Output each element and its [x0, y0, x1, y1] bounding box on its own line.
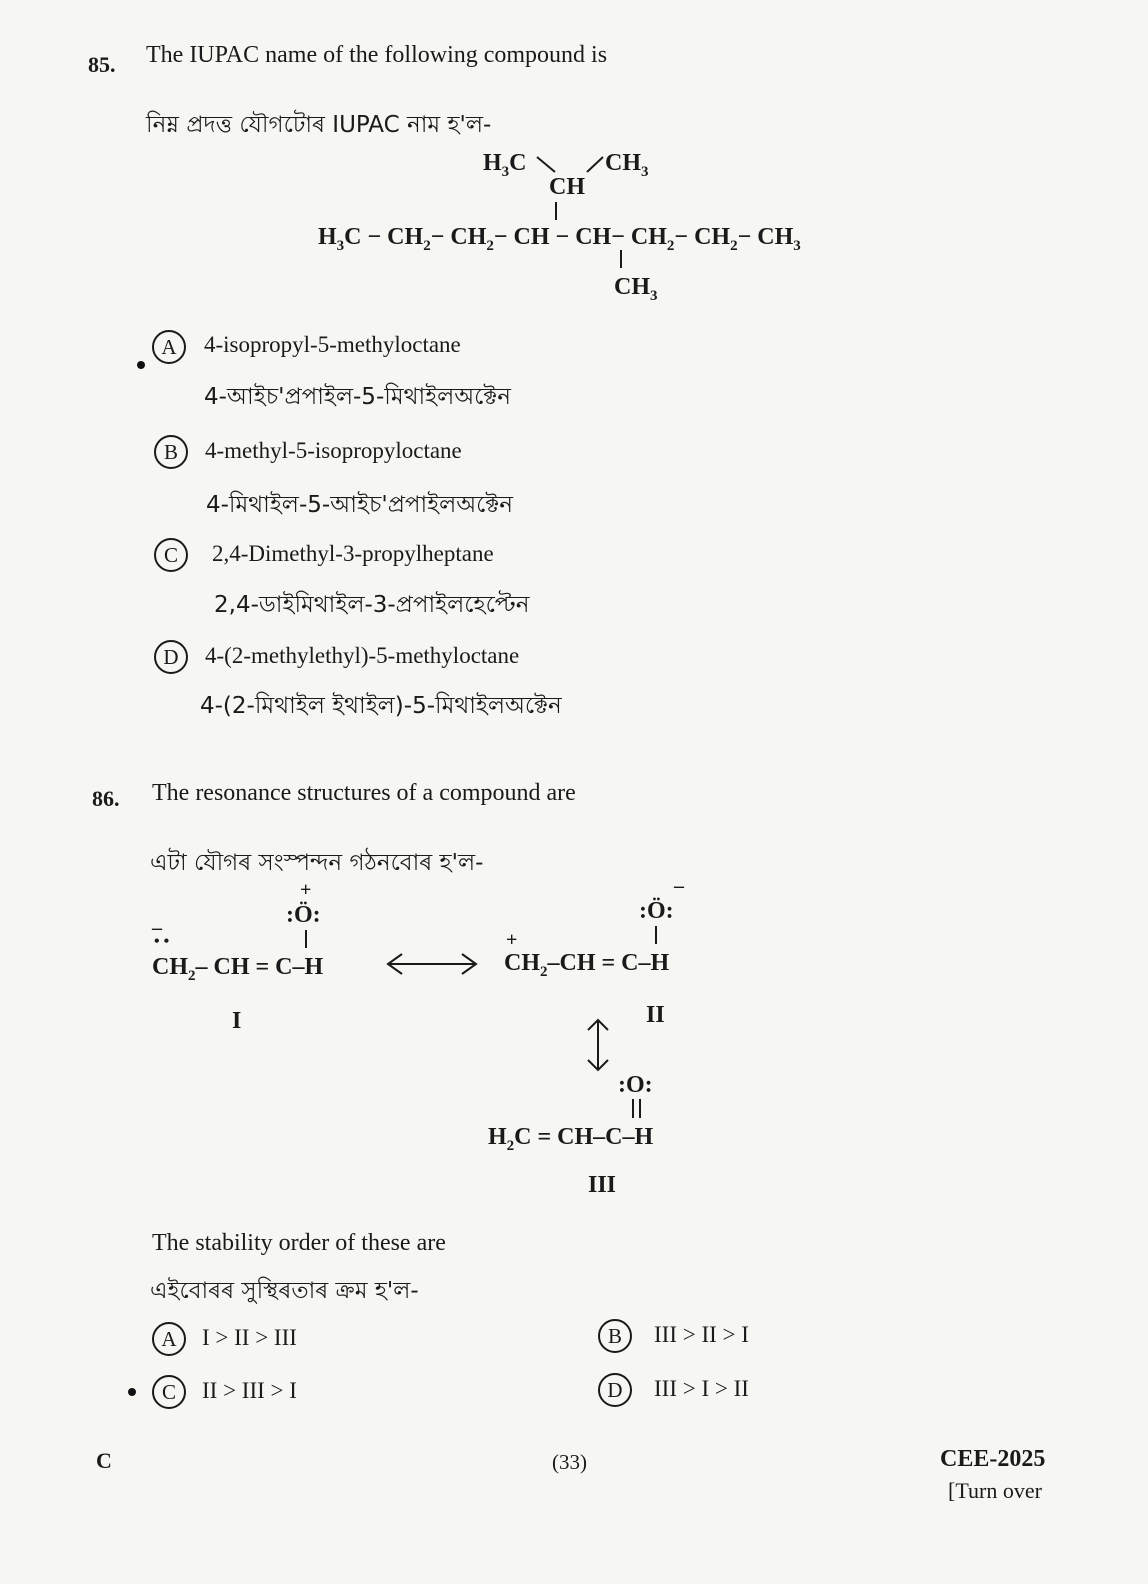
resonance-arrow-vertical: [588, 1020, 608, 1070]
resonance-structures-svg: [140, 870, 740, 1200]
option-85-a-as: 4-আইচ'প্ৰপাইল-5-মিথাইলঅক্টেন: [204, 384, 512, 410]
branch-left-h3c: $H_3C$: [483, 150, 527, 180]
option-circle-85-a[interactable]: A: [152, 330, 186, 364]
structure-1-oxygen: :Ö:: [286, 902, 321, 928]
structure-3-label: III: [588, 1172, 617, 1198]
main-chain: $H_3C - CH_2- CH_2-$ CH − $CH- CH_2- CH_2- CH_3$: [318, 224, 801, 254]
option-circle-86-b[interactable]: B: [598, 1319, 632, 1353]
option-circle-86-c[interactable]: C: [152, 1375, 186, 1409]
question-86-text-en: The resonance structures of a compound are: [152, 780, 576, 806]
option-86-b-text: III > II > I: [654, 1322, 749, 1347]
stability-text-en: The stability order of these are: [152, 1230, 446, 1256]
footer-turn-over: [Turn over: [948, 1478, 1042, 1503]
option-86-a-text: I > II > III: [202, 1325, 297, 1350]
question-number-86: 86.: [92, 786, 120, 811]
option-circle-85-b[interactable]: B: [154, 435, 188, 469]
question-number-85: 85.: [88, 52, 116, 77]
option-circle-86-a[interactable]: A: [152, 1322, 186, 1356]
structure-2-formula: $CH_2-CH = C-H$: [504, 950, 670, 980]
stability-text-as: এইবোৰৰ সুস্থিৰতাৰ ক্ৰম হ'ল-: [150, 1278, 419, 1304]
option-circle-86-d[interactable]: D: [598, 1373, 632, 1407]
question-85-text-en: The IUPAC name of the following compound is: [146, 42, 608, 68]
structure-85-svg: [310, 140, 890, 310]
bond-right: [587, 157, 603, 172]
structure-3-formula: $H_2C = CH-C-H$: [488, 1124, 654, 1154]
option-85-d-as: 4-(2-মিথাইল ইথাইল)-5-মিথাইলঅক্টেন: [200, 693, 562, 719]
structure-3-oxygen: :O:: [618, 1072, 653, 1098]
structure-1-plus-charge: +: [300, 879, 312, 901]
bottom-ch3: $CH_3$: [614, 274, 658, 304]
structure-2-oxygen: :Ö:: [639, 898, 674, 924]
structure-1-lone-pair: –: [152, 917, 162, 939]
footer-page-number: (33): [552, 1450, 587, 1474]
structure-1-formula: $CH_2-$ CH = C–H: [152, 954, 324, 984]
structure-2-label: II: [646, 1002, 665, 1028]
option-86-d-text: III > I > II: [654, 1376, 749, 1401]
answer-mark-85: [137, 361, 145, 369]
structure-2-plus-charge: +: [506, 929, 518, 951]
footer-set-code: C: [96, 1448, 112, 1473]
branch-right-ch3: $CH_3$: [605, 150, 649, 180]
option-85-b-en: 4-methyl-5-isopropyloctane: [205, 438, 462, 463]
question-85-text-as: নিম্ন প্ৰদত্ত যৌগটোৰ IUPAC নাম হ'ল-: [146, 112, 492, 138]
option-85-a-en: 4-isopropyl-5-methyloctane: [204, 332, 461, 357]
option-circle-85-c[interactable]: C: [154, 538, 188, 572]
structure-1-label: I: [232, 1008, 242, 1034]
option-85-b-as: 4-মিথাইল-5-আইচ'প্ৰপাইলঅক্টেন: [206, 492, 514, 518]
option-85-d-en: 4-(2-methylethyl)-5-methyloctane: [205, 643, 520, 668]
structure-2-minus-charge: –: [674, 875, 684, 897]
bond-left: [537, 157, 555, 172]
option-circle-85-d[interactable]: D: [154, 640, 188, 674]
structure-1-lone-pair-dots: • •: [154, 933, 170, 950]
option-85-c-en: 2,4-Dimethyl-3-propylheptane: [212, 541, 494, 566]
option-86-c-text: II > III > I: [202, 1378, 297, 1403]
question-86-text-as: এটা যৌগৰ সংস্পন্দন গঠনবোৰ হ'ল-: [150, 850, 484, 876]
footer-exam-code: CEE-2025: [940, 1446, 1046, 1472]
resonance-arrow-horizontal: [388, 954, 476, 974]
branch-center-ch: CH: [549, 174, 585, 200]
answer-mark-86: [128, 1388, 136, 1396]
option-85-c-as: 2,4-ডাইমিথাইল-3-প্ৰপাইলহেপ্টেন: [214, 592, 530, 618]
